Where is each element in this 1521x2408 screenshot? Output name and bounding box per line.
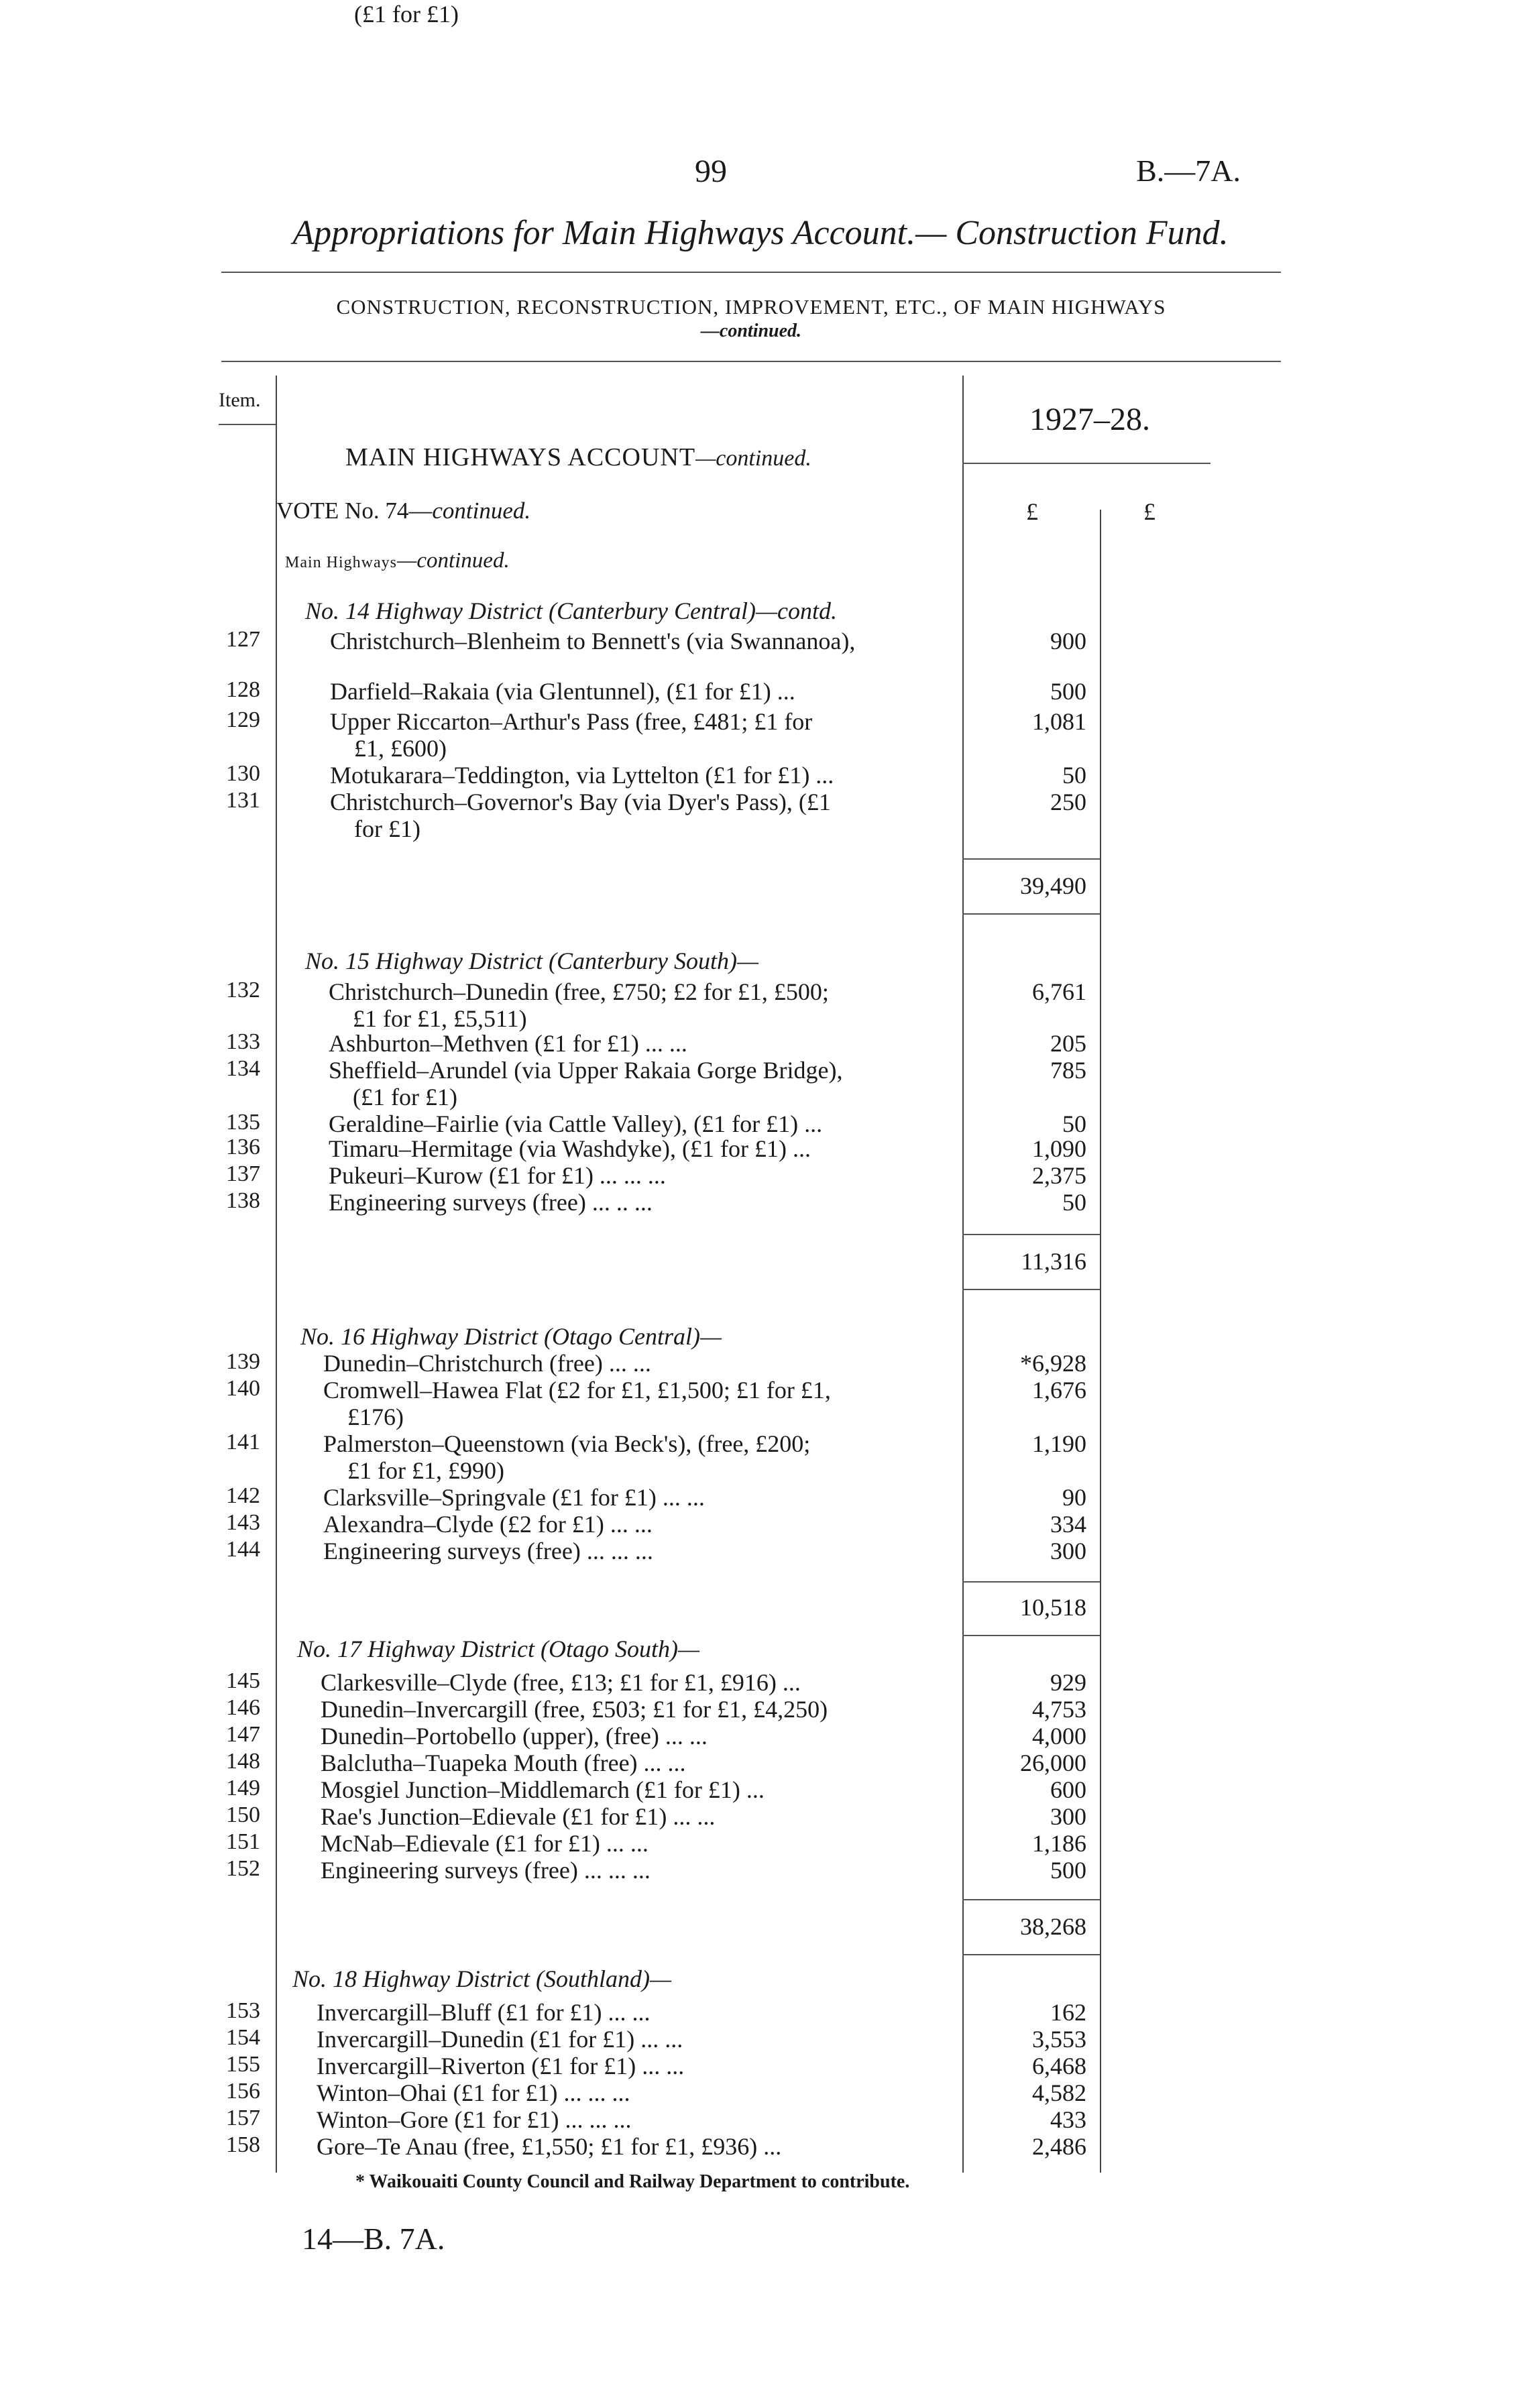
section-subtotal: 11,316 <box>1021 1248 1086 1275</box>
item-number: 138 <box>226 1188 260 1213</box>
subtotal-rule-bottom <box>962 1289 1100 1290</box>
item-description: Dunedin–Portobello (upper), (free) ... ... <box>321 1723 708 1750</box>
item-amount: 334 <box>1050 1511 1086 1538</box>
district-heading: No. 16 Highway District (Otago Central)— <box>300 1323 722 1350</box>
item-description: Motukarara–Teddington, via Lyttelton (£1 for £1) ... <box>330 762 834 789</box>
item-amount: 1,676 <box>1032 1377 1086 1403</box>
item-description: Cromwell–Hawea Flat (£2 for £1, £1,500; £1 for £1, <box>323 1377 831 1403</box>
main-highways-continued: —continued. <box>396 549 510 573</box>
section-subtotal: 38,268 <box>1020 1913 1086 1940</box>
item-number: 147 <box>226 1722 260 1747</box>
heading-rule <box>221 361 1281 362</box>
item-amount: *6,928 <box>1020 1350 1086 1377</box>
year-header: 1927–28. <box>1029 402 1150 437</box>
title-rule <box>221 272 1281 273</box>
item-amount: 300 <box>1050 1803 1086 1830</box>
item-description: (£1 for £1) <box>353 1084 457 1110</box>
subtotal-rule-bottom <box>962 1635 1100 1636</box>
desc-column-divider <box>962 376 964 2173</box>
item-amount: 1,090 <box>1032 1135 1086 1162</box>
item-description: Dunedin–Christchurch (free) ... ... <box>323 1350 651 1377</box>
item-number: 133 <box>226 1029 260 1054</box>
item-header-rule <box>219 424 276 425</box>
item-amount: 1,186 <box>1032 1830 1086 1857</box>
item-column-divider <box>276 376 277 2173</box>
item-column-header: Item. <box>219 389 261 411</box>
item-description: Alexandra–Clyde (£2 for £1) ... ... <box>323 1511 653 1538</box>
item-amount: 50 <box>1062 1189 1086 1216</box>
item-description: Dunedin–Invercargill (free, £503; £1 for £1, £4,250) <box>321 1696 828 1723</box>
footnote: * Waikouaiti County Council and Railway Department to contribute. <box>355 2171 910 2192</box>
item-description: Christchurch–Dunedin (free, £750; £2 for £1, £500; <box>329 978 829 1005</box>
item-description: Engineering surveys (free) ... ... ... <box>323 1538 653 1564</box>
item-amount: 500 <box>1050 678 1086 705</box>
item-amount: 6,468 <box>1032 2053 1086 2079</box>
item-number: 135 <box>226 1110 260 1135</box>
item-description: Pukeuri–Kurow (£1 for £1) ... ... ... <box>329 1162 666 1189</box>
pound-sign-2: £ <box>1143 498 1156 525</box>
item-number: 143 <box>226 1510 260 1535</box>
item-number: 137 <box>226 1161 260 1186</box>
item-amount: 1,081 <box>1032 708 1086 735</box>
item-description: Winton–Gore (£1 for £1) ... ... ... <box>317 2106 632 2133</box>
item-amount: 900 <box>1050 628 1086 654</box>
subtotal-rule <box>962 1899 1100 1900</box>
item-amount: 500 <box>1050 1857 1086 1884</box>
item-description: £1, £600) <box>354 735 447 762</box>
item-number: 139 <box>226 1349 260 1374</box>
subtotal-rule-bottom <box>962 913 1100 915</box>
item-description: Winton–Ohai (£1 for £1) ... ... ... <box>317 2079 630 2106</box>
account-title: MAIN HIGHWAYS ACCOUNT <box>345 443 696 471</box>
item-description: Timaru–Hermitage (via Washdyke), (£1 for £1) ... <box>329 1135 811 1162</box>
item-description: Christchurch–Governor's Bay (via Dyer's Pass), (£1 <box>330 789 831 815</box>
main-highways-heading <box>285 549 510 573</box>
item-number: 134 <box>226 1056 260 1081</box>
district-heading: No. 17 Highway District (Otago South)— <box>297 1636 699 1662</box>
item-description: Darfield–Rakaia (via Glentunnel), (£1 for £1) ... <box>330 678 795 705</box>
account-heading <box>345 443 811 472</box>
item-amount: 250 <box>1050 789 1086 815</box>
item-description: McNab–Edievale (£1 for £1) ... ... <box>321 1830 649 1857</box>
item-description: Sheffield–Arundel (via Upper Rakaia Gorge Bridge), <box>329 1057 843 1084</box>
subtotal-rule-bottom <box>962 1954 1100 1955</box>
vote-title: VOTE No. 74— <box>276 498 433 524</box>
item-amount: 300 <box>1050 1538 1086 1564</box>
subtotal-rule <box>962 1234 1100 1235</box>
item-amount: 1,190 <box>1032 1430 1086 1457</box>
item-description: Engineering surveys (free) ... ... ... <box>321 1857 651 1884</box>
item-description: Clarksville–Springvale (£1 for £1) ... ... <box>323 1484 705 1511</box>
item-description: Gore–Te Anau (free, £1,550; £1 for £1, £936) ... <box>317 2133 782 2160</box>
main-highways-title: Main Highways <box>285 554 397 571</box>
item-number: 152 <box>226 1856 260 1881</box>
item-number: 140 <box>226 1376 260 1401</box>
item-description: Invercargill–Bluff (£1 for £1) ... ... <box>317 1999 651 2026</box>
item-description: Christchurch–Blenheim to Bennett's (via Swannanoa), <box>330 628 856 654</box>
item-description: Geraldine–Fairlie (via Cattle Valley), (£1 for £1) ... <box>329 1110 823 1137</box>
section-subtotal: 10,518 <box>1020 1594 1086 1621</box>
item-description: £1 for £1, £5,511) <box>353 1005 527 1032</box>
item-number: 144 <box>226 1537 260 1562</box>
item-amount: 3,553 <box>1032 2026 1086 2053</box>
item-amount: 4,000 <box>1032 1723 1086 1750</box>
item-number: 131 <box>226 788 260 813</box>
item-number: 128 <box>226 677 260 702</box>
document-reference: B.—7A. <box>1136 154 1241 188</box>
page-signature: 14—B. 7A. <box>302 2222 445 2256</box>
item-amount: 2,486 <box>1032 2133 1086 2160</box>
item-description: Clarkesville–Clyde (free, £13; £1 for £1, £916) ... <box>321 1669 801 1696</box>
district-heading: No. 18 Highway District (Southland)— <box>292 1965 671 1992</box>
account-continued: —continued. <box>695 446 811 471</box>
item-number: 156 <box>226 2079 260 2104</box>
item-amount: 6,761 <box>1032 978 1086 1005</box>
item-amount: 90 <box>1062 1484 1086 1511</box>
page-number: 99 <box>695 154 727 189</box>
item-number: 154 <box>226 2025 260 2050</box>
section-heading: CONSTRUCTION, RECONSTRUCTION, IMPROVEMENT, ETC., OF MAIN HIGHWAYS <box>336 295 1166 319</box>
item-amount: 50 <box>1062 1110 1086 1137</box>
item-number: 146 <box>226 1695 260 1720</box>
year-rule <box>962 463 1210 464</box>
item-description: £1 for £1, £990) <box>347 1457 504 1484</box>
item-number: 130 <box>226 761 260 786</box>
item-amount: 205 <box>1050 1030 1086 1057</box>
item-number: 145 <box>226 1668 260 1693</box>
page-title: Appropriations for Main Highways Account.— Construction Fund. <box>292 214 1229 252</box>
item-number: 157 <box>226 2106 260 2130</box>
item-number: 149 <box>226 1776 260 1800</box>
item-description: Ashburton–Methven (£1 for £1) ... ... <box>329 1030 687 1057</box>
item-amount: 785 <box>1050 1057 1086 1084</box>
item-amount: 26,000 <box>1020 1750 1086 1776</box>
item-amount: 50 <box>1062 762 1086 789</box>
item-description: Engineering surveys (free) ... .. ... <box>329 1189 653 1216</box>
item-number: 148 <box>226 1749 260 1774</box>
item-description: Balclutha–Tuapeka Mouth (free) ... ... <box>321 1750 686 1776</box>
item-number: 136 <box>226 1135 260 1159</box>
item-description: £176) <box>347 1403 404 1430</box>
item-description: Rae's Junction–Edievale (£1 for £1) ... ... <box>321 1803 716 1830</box>
district-heading: No. 14 Highway District (Canterbury Central)—contd. <box>305 597 837 624</box>
section-subtotal: 39,490 <box>1020 872 1086 899</box>
district-heading: No. 15 Highway District (Canterbury South)— <box>305 948 758 974</box>
item-amount: 4,753 <box>1032 1696 1086 1723</box>
vote-heading <box>276 498 530 524</box>
item-number: 127 <box>226 627 260 652</box>
item-amount: 4,582 <box>1032 2079 1086 2106</box>
item-number: 132 <box>226 978 260 1002</box>
item-number: 151 <box>226 1829 260 1854</box>
item-number: 142 <box>226 1483 260 1508</box>
item-number: 129 <box>226 707 260 732</box>
item-description: Mosgiel Junction–Middlemarch (£1 for £1) ... <box>321 1776 765 1803</box>
item-description: Invercargill–Dunedin (£1 for £1) ... ... <box>317 2026 683 2053</box>
subtotal-rule <box>962 858 1100 860</box>
item-amount: 929 <box>1050 1669 1086 1696</box>
item-description: Invercargill–Riverton (£1 for £1) ... ... <box>317 2053 685 2079</box>
vote-continued: continued. <box>432 498 531 524</box>
item-number: 141 <box>226 1430 260 1454</box>
item-number: 153 <box>226 1998 260 2023</box>
subtotal-rule <box>962 1581 1100 1583</box>
item-description: Palmerston–Queenstown (via Beck's), (free, £200; <box>323 1430 811 1457</box>
amount-column-divider <box>1100 510 1101 2173</box>
item-number: 155 <box>226 2052 260 2077</box>
item-description: (£1 for £1) <box>354 1 459 27</box>
item-amount: 433 <box>1050 2106 1086 2133</box>
item-description: Upper Riccarton–Arthur's Pass (free, £481; £1 for <box>330 708 813 735</box>
item-amount: 162 <box>1050 1999 1086 2026</box>
item-number: 158 <box>226 2132 260 2157</box>
item-number: 150 <box>226 1802 260 1827</box>
section-heading-continued: —continued. <box>700 321 802 341</box>
item-amount: 2,375 <box>1032 1162 1086 1189</box>
pound-sign-1: £ <box>1026 498 1038 525</box>
item-description: for £1) <box>354 815 420 842</box>
item-amount: 600 <box>1050 1776 1086 1803</box>
